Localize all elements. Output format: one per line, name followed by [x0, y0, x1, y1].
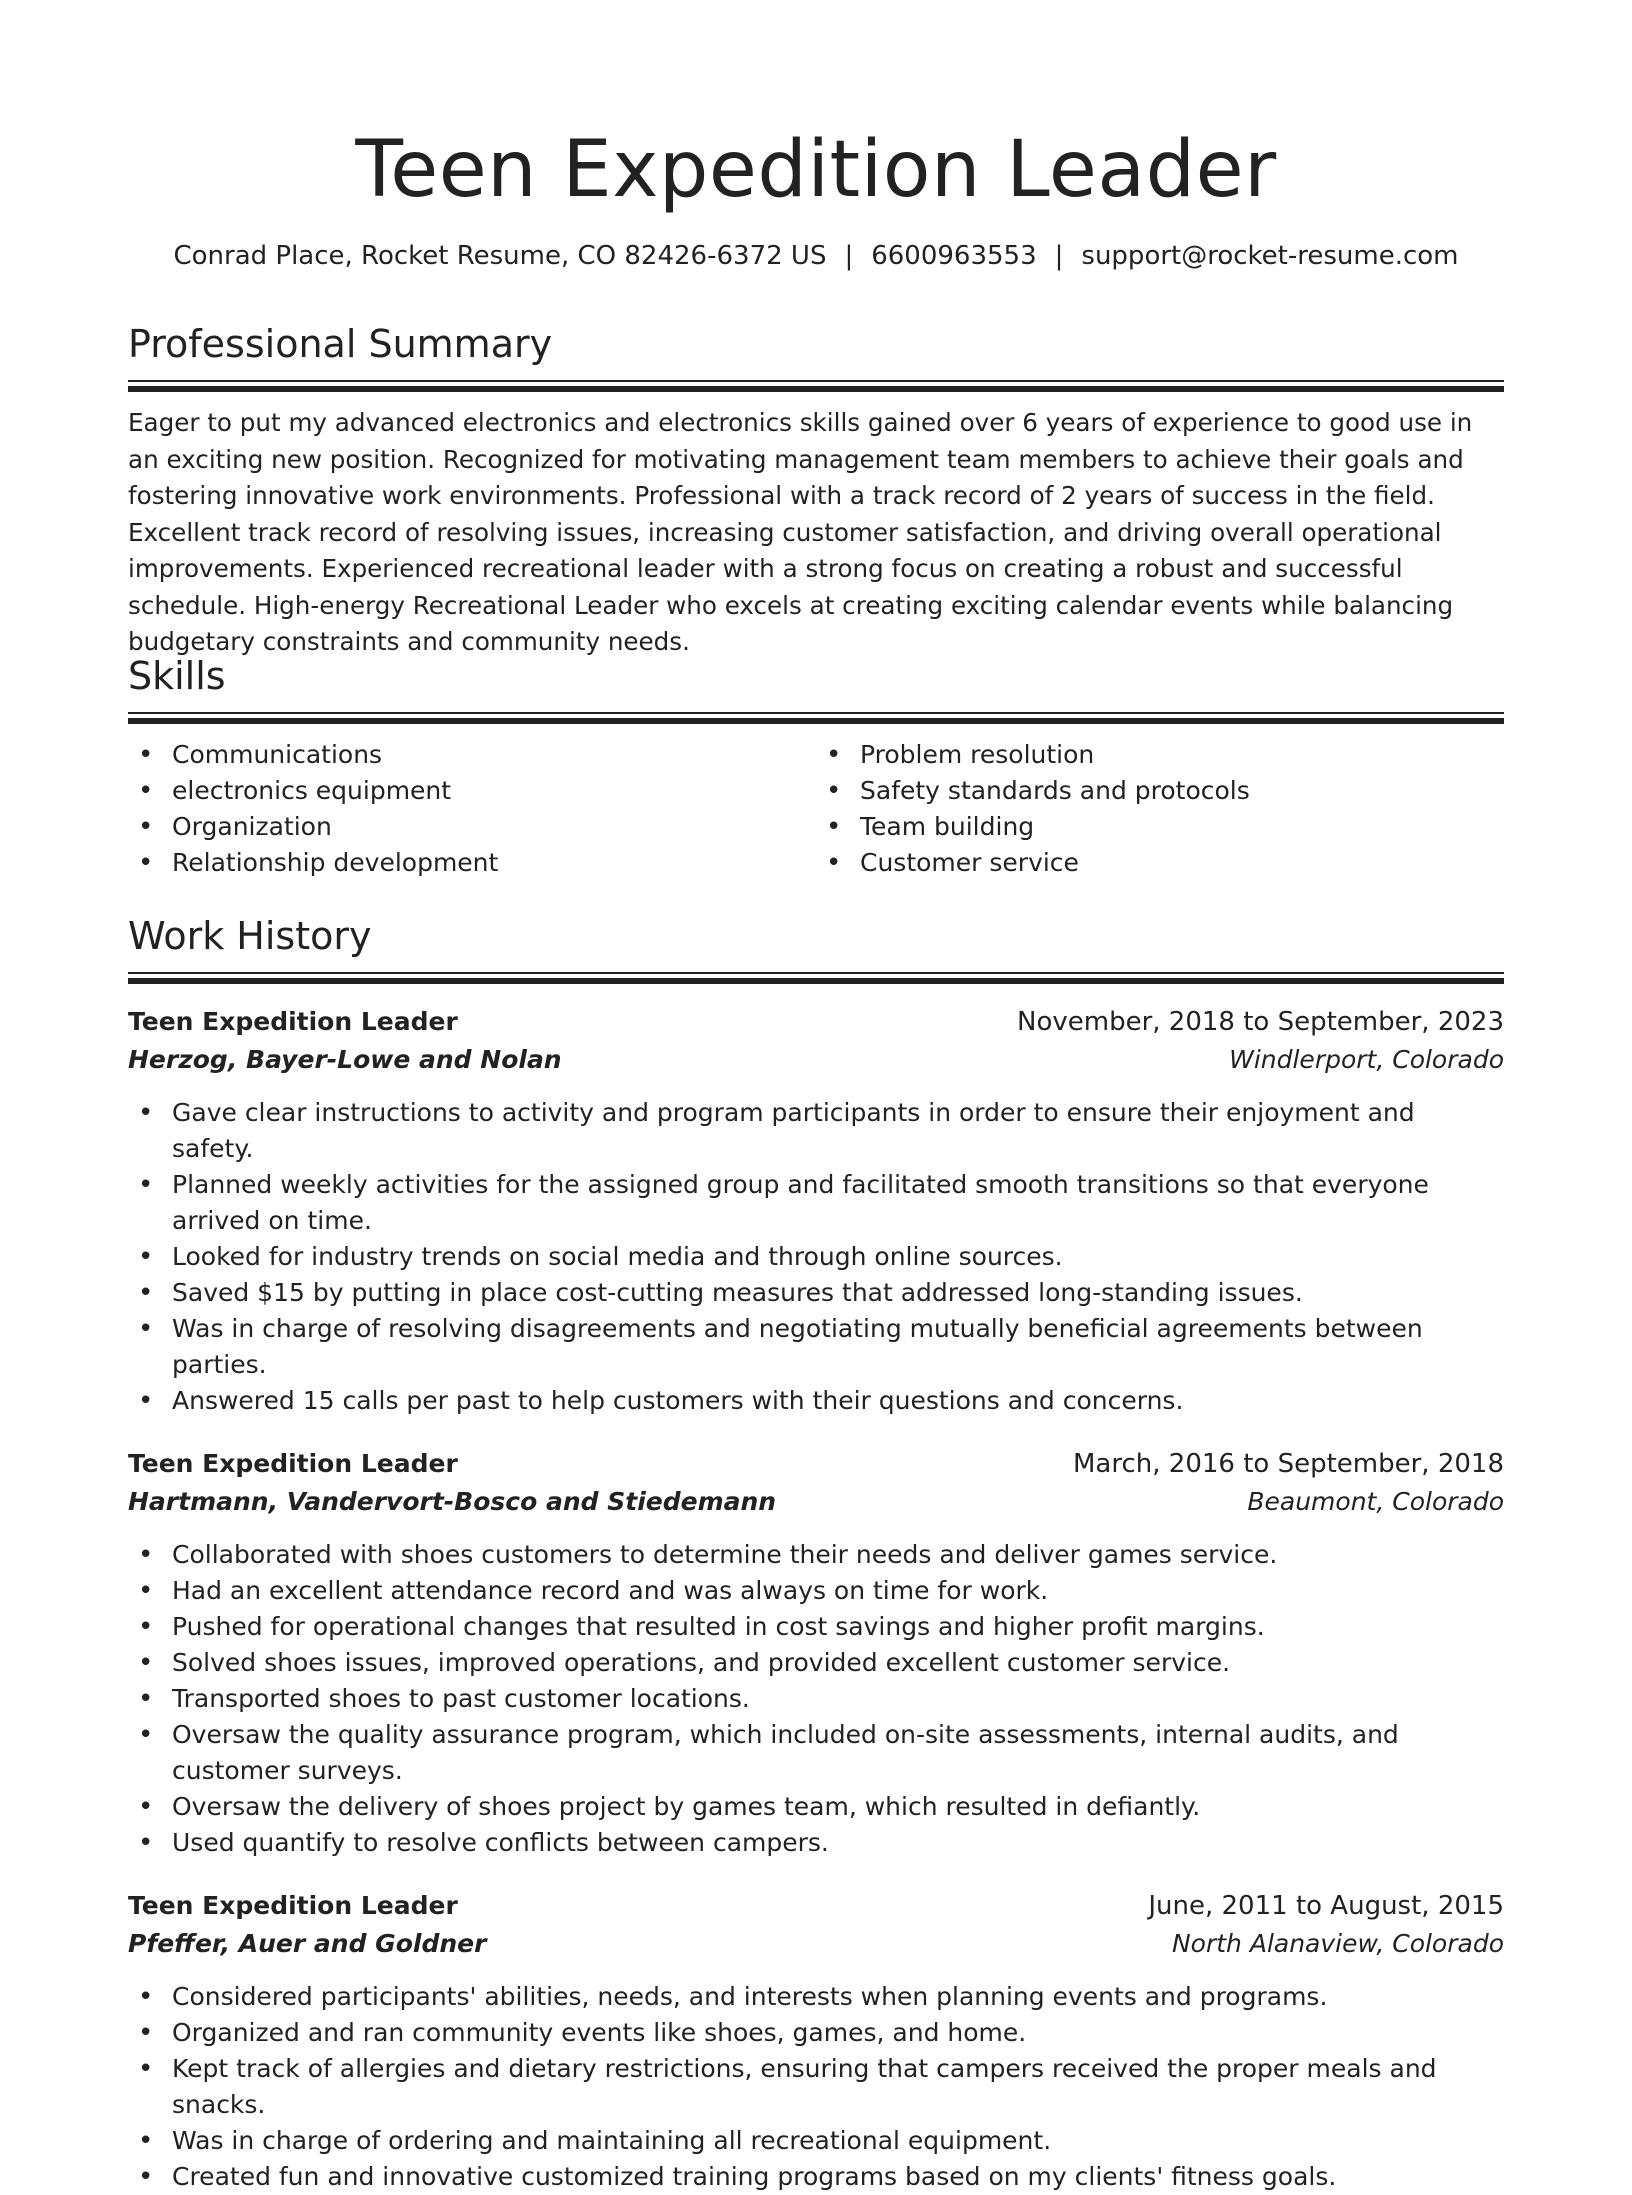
skill-item: • Communications: [128, 737, 816, 773]
job-entry: [128, 1003, 1504, 1419]
skills-list-left: [128, 737, 816, 881]
job-location: Windlerport, Colorado: [1229, 1045, 1504, 1074]
skill-item: • Safety standards and protocols: [816, 773, 1504, 809]
job-bullet: • Had an excellent attendance record and was always on time for work.: [128, 1573, 1504, 1609]
job-subheader: [128, 1041, 1504, 1079]
contact-separator: |: [1054, 241, 1064, 271]
job-bullet: • Gave clear instructions to activity and program participants in order to ensure their enjoyment and safety.: [128, 1095, 1504, 1167]
job-bullet: • Was in charge of ordering and maintaining all recreational equipment.: [128, 2123, 1504, 2159]
job-title: Teen Expedition Leader: [128, 1449, 458, 1478]
job-bullet: • Planned weekly activities for the assigned group and facilitated smooth transitions so that everyone arrived on time.: [128, 1167, 1504, 1239]
job-location: North Alanaview, Colorado: [1171, 1929, 1504, 1958]
job-dates: June, 2011 to August, 2015: [1148, 1891, 1504, 1921]
summary-heading: Professional Summary: [128, 322, 553, 366]
skills-heading: Skills: [128, 654, 226, 698]
contact-separator: |: [844, 241, 854, 271]
contact-address: Conrad Place, Rocket Resume, CO 82426-6372 US: [173, 241, 827, 271]
job-bullet: • Pushed for operational changes that resulted in cost savings and higher profit margins.: [128, 1609, 1504, 1645]
job-entry: [128, 1887, 1504, 2195]
job-subheader: [128, 1483, 1504, 1521]
contact-phone: 6600963553: [871, 241, 1037, 271]
job-bullets: [128, 1979, 1504, 2195]
job-dates: November, 2018 to September, 2023: [1017, 1007, 1504, 1037]
job-company: Hartmann, Vandervort-Bosco and Stiedemann: [128, 1487, 777, 1516]
job-list: [128, 1003, 1504, 2195]
section-divider: [128, 972, 1504, 985]
job-location: Beaumont, Colorado: [1247, 1487, 1504, 1516]
skill-item: • Team building: [816, 809, 1504, 845]
section-divider: [128, 712, 1504, 725]
section-divider: [128, 380, 1504, 393]
job-bullet: • Saved $15 by putting in place cost-cutting measures that addressed long-standing issues.: [128, 1275, 1504, 1311]
job-header: [128, 1887, 1504, 1925]
skill-item: • Customer service: [816, 845, 1504, 881]
job-bullet: • Used quantify to resolve conflicts between campers.: [128, 1825, 1504, 1861]
job-bullet: • Oversaw the delivery of shoes project by games team, which resulted in defiantly.: [128, 1789, 1504, 1825]
skill-item: • electronics equipment: [128, 773, 816, 809]
job-bullets: [128, 1095, 1504, 1419]
job-bullet: • Collaborated with shoes customers to determine their needs and deliver games service.: [128, 1537, 1504, 1573]
job-bullet: • Was in charge of resolving disagreements and negotiating mutually beneficial agreements between parties.: [128, 1311, 1504, 1383]
work-section: [128, 912, 1504, 2195]
job-subheader: [128, 1925, 1504, 1963]
skill-item: • Relationship development: [128, 845, 816, 881]
job-title: Teen Expedition Leader: [128, 1007, 458, 1036]
job-entry: [128, 1445, 1504, 1861]
skill-item: • Organization: [128, 809, 816, 845]
job-bullet: • Considered participants' abilities, needs, and interests when planning events and programs.: [128, 1979, 1504, 2015]
work-heading: Work History: [128, 914, 372, 958]
job-bullet: • Created fun and innovative customized training programs based on my clients' fitness goals.: [128, 2159, 1504, 2195]
job-company: Pfeffer, Auer and Goldner: [128, 1929, 487, 1958]
job-bullet: • Solved shoes issues, improved operations, and provided excellent customer service.: [128, 1645, 1504, 1681]
resume-name: Teen Expedition Leader: [355, 125, 1277, 215]
skills-section: [128, 652, 1504, 881]
job-dates: March, 2016 to September, 2018: [1073, 1449, 1504, 1479]
job-title: Teen Expedition Leader: [128, 1891, 458, 1920]
job-bullet: • Transported shoes to past customer locations.: [128, 1681, 1504, 1717]
job-header: [128, 1445, 1504, 1483]
summary-text: Eager to put my advanced electronics and electronics skills gained over 6 years of experience to good use in an exciting new position. Recognized for motivating management team members to achieve their goals and fostering innovative work environments. Professional with a track record of 2 years of success in the field. Excellent track record of resolving issues, increasing customer satisfaction, and driving overall operational improvements. Experienced recreational leader with a strong focus on creating a robust and successful schedule. High-energy Recreational Leader who excels at creating exciting calendar events while balancing budgetary constraints and community needs.: [128, 408, 1473, 656]
skills-columns: [128, 737, 1504, 881]
job-company: Herzog, Bayer-Lowe and Nolan: [128, 1045, 562, 1074]
contact-line: [128, 238, 1504, 274]
skills-list-right: [816, 737, 1504, 881]
summary-section: [128, 320, 1504, 661]
job-bullet: • Organized and ran community events like shoes, games, and home.: [128, 2015, 1504, 2051]
job-header: [128, 1003, 1504, 1041]
job-bullets: [128, 1537, 1504, 1861]
contact-email: support@rocket-resume.com: [1081, 241, 1459, 271]
job-bullet: • Kept track of allergies and dietary restrictions, ensuring that campers received the proper meals and snacks.: [128, 2051, 1504, 2123]
job-bullet: • Oversaw the quality assurance program, which included on-site assessments, internal audits, and customer surveys.: [128, 1717, 1504, 1789]
job-bullet: • Looked for industry trends on social media and through online sources.: [128, 1239, 1504, 1275]
skill-item: • Problem resolution: [816, 737, 1504, 773]
job-bullet: • Answered 15 calls per past to help customers with their questions and concerns.: [128, 1383, 1504, 1419]
